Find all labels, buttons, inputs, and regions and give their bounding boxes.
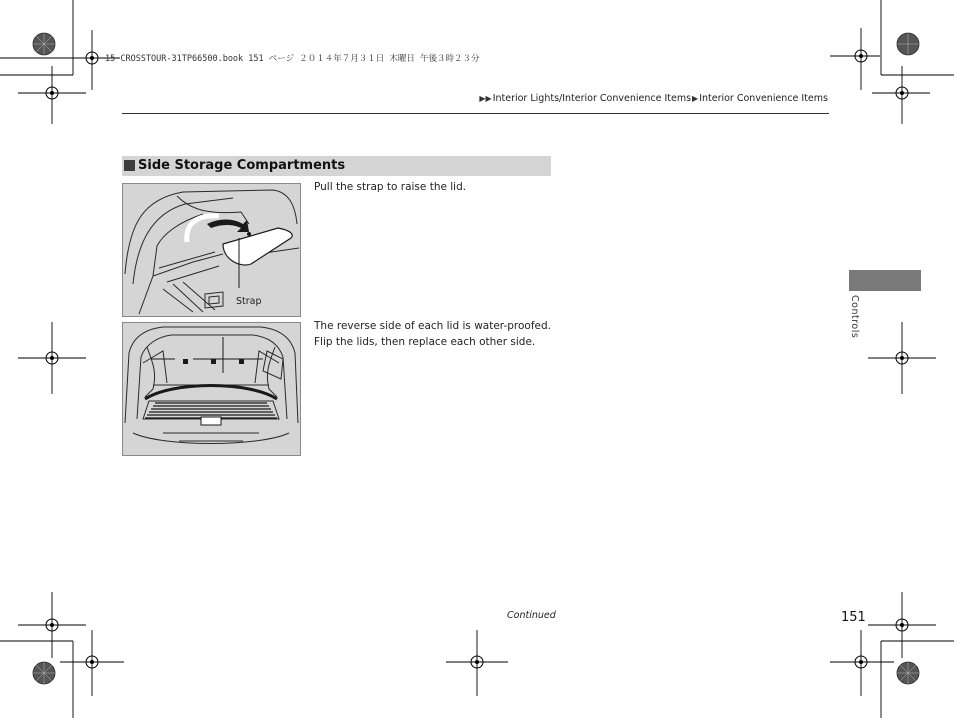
section-title: Side Storage Compartments: [138, 158, 346, 173]
instruction-pull-strap: Pull the strap to raise the lid.: [314, 181, 467, 193]
strap-callout-label: Strap: [236, 296, 262, 307]
chapter-label[interactable]: [846, 295, 866, 345]
page-number: 151: [841, 610, 866, 625]
instruction-flip-lids: Flip the lids, then replace each other side.: [314, 336, 536, 348]
print-header: 15 CROSSTOUR-31TP66500.book 151 ページ ２０１４年７月３１日 木曜日 午後３時２３分: [105, 54, 480, 64]
section-square-icon: [124, 160, 135, 171]
breadcrumb-item-convenience[interactable]: Interior Convenience Items: [699, 93, 828, 104]
cargo-lid-illustration: [123, 184, 300, 316]
chapter-label-text: Controls: [849, 295, 860, 339]
instruction-water-proofed: The reverse side of each lid is water-proofed.: [314, 320, 551, 332]
figure-pull-strap: [122, 183, 301, 317]
breadcrumb-item-interior-lights[interactable]: Interior Lights/Interior Convenience Items: [492, 93, 692, 104]
continued-label: Continued: [507, 610, 556, 621]
double-arrow-icon: ▶▶: [479, 94, 492, 103]
breadcrumb: [478, 93, 828, 104]
header-rule: [122, 113, 829, 114]
arrow-icon: ▶: [692, 94, 699, 103]
figure-cargo-area: [122, 322, 301, 456]
chapter-tab[interactable]: [849, 270, 921, 291]
cargo-area-illustration: [123, 323, 300, 455]
